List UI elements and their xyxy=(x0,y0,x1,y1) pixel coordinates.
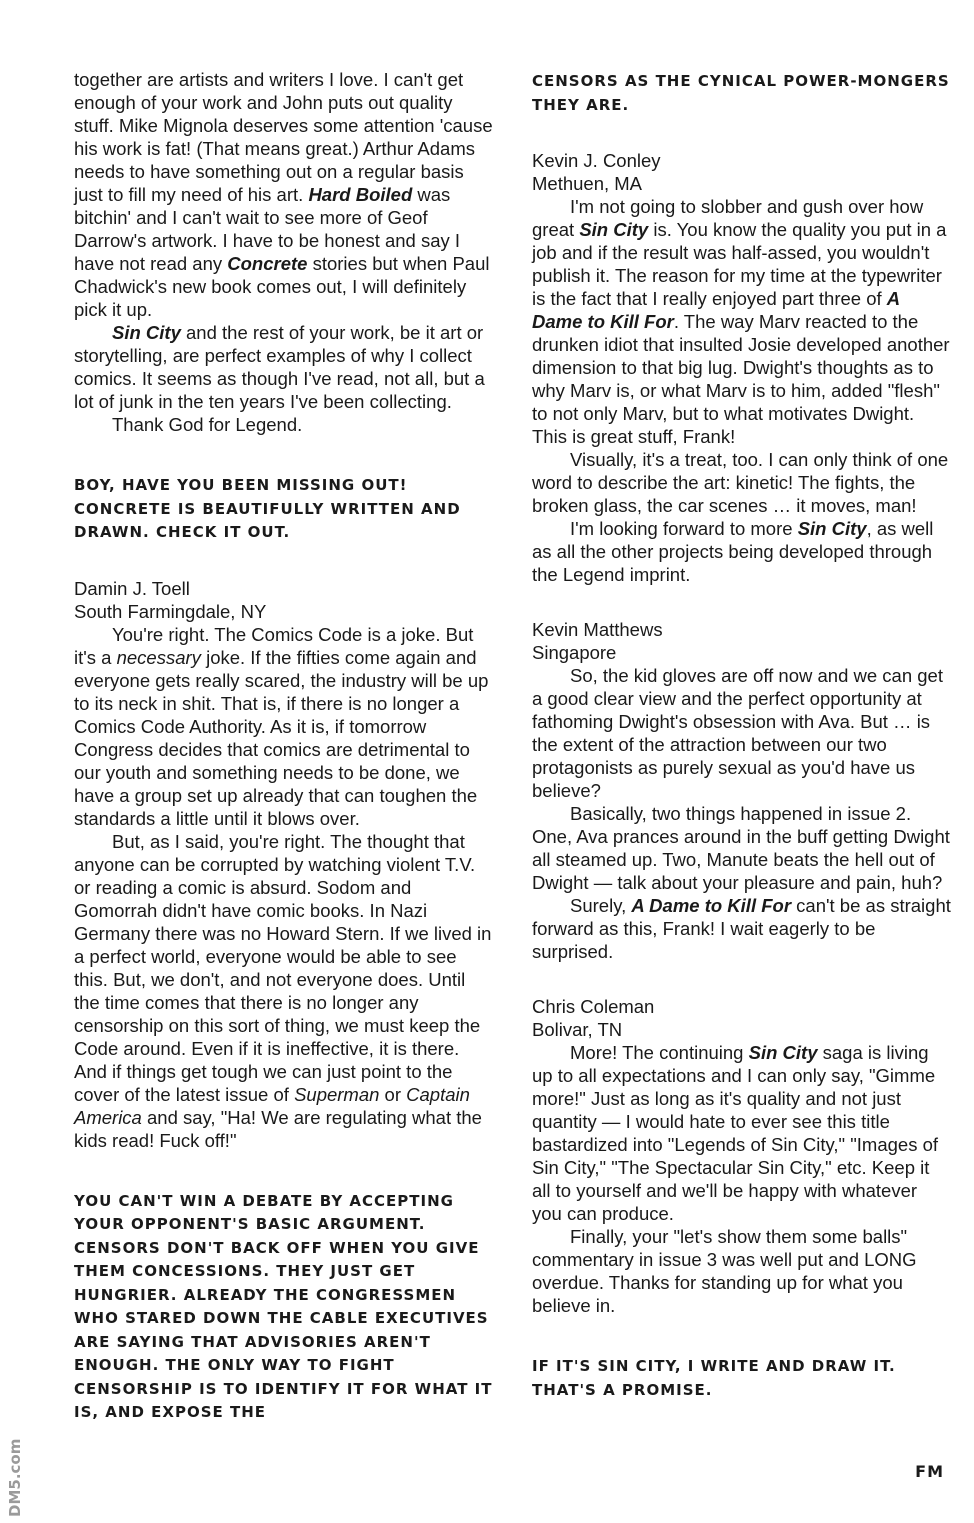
editor-reply: IF IT'S SIN CITY, I WRITE AND DRAW IT. THAT'S A PROMISE. xyxy=(532,1357,896,1399)
letter-writer-name: Chris Coleman xyxy=(532,996,655,1017)
letter-body: Visually, it's a treat, too. I can only think of one word to describe the art: kinetic! The fights, the broken glass, the car scenes … it moves, man! xyxy=(532,449,949,516)
letter-body: Finally, your "let's show them some balls" commentary in issue 3 was well put and LONG overdue. Thanks for standing up for what you believe in. xyxy=(532,1226,917,1316)
letter-writer-location: Bolivar, TN xyxy=(532,1019,623,1040)
letter-writer-name: Kevin J. Conley xyxy=(532,150,661,171)
editor-reply: YOU CAN'T WIN A DEBATE BY ACCEPTING YOUR OPPONENT'S BASIC ARGUMENT. CENSORS DON'T BACK OFF WHEN YOU GIVE THEM CONCESSIONS. THEY JUST GET HUNGRIER. ALREADY THE CONGRESSMEN WHO STARED DOWN THE CABLE EXECUTIVES ARE SAYING THAT ADVISORIES AREN'T ENOUGH. THE ONLY WAY TO FIGHT CENSORSHIP IS TO IDENTIFY IT FOR WHAT IT IS, AND EXPOSE THE xyxy=(74,1191,493,1421)
letter-body: More! The continuing Sin City saga is living up to all expectations and I can only say, "Gimme more!" Just as long as it's quality and not just quantity — I would hate to ever see this title bastardized into "Legends of Sin City," "Images of Sin City," "The Spectacular Sin City," etc. Keep it all to yourself and we'll be happy with whatever you can produce. xyxy=(532,1042,939,1224)
letter-body: Thank God for Legend. xyxy=(112,414,303,435)
letter-writer-location: Methuen, MA xyxy=(532,173,643,194)
letter-body: Sin City and the rest of your work, be it art or storytelling, are perfect examples of why I collect comics. It seems as though I've read, not all, but a lot of junk in the ten years I've been collecting. xyxy=(74,322,485,412)
editor-reply: BOY, HAVE YOU BEEN MISSING OUT! CONCRETE IS BEAUTIFULLY WRITTEN AND DRAWN. CHECK IT OUT. xyxy=(74,476,461,541)
letter-writer-name: Damin J. Toell xyxy=(74,577,190,599)
letter-body: together are artists and writers I love. I can't get enough of your work and John puts out quality stuff. Mike Mignola deserves some attention 'cause his work is fat! (That means great.) Arthur Adams needs to have something out on a regular basis just to fill my need of his art. Hard Boiled was bitchin' and I can't wait to see more of Geof Darrow's artwork. I have to be honest and say I have not read any Concrete stories but when Paul Chadwick's new book comes out, I will definitely pick it up. xyxy=(74,69,493,320)
letter-writer-name: Kevin Matthews xyxy=(532,619,663,640)
editor-initials: FM xyxy=(915,1462,944,1481)
letter-body: But, as I said, you're right. The thought that anyone can be corrupted by watching violent T.V. or reading a comic is absurd. Sodom and Gomorrah didn't have comic books. In Nazi Germany there was no Howard Stern. If we lived in a perfect world, everyone would be able to see this. But, we don't, and not everyone does. Until the time comes that there is no longer any censorship on this sort of thing, we must keep the Code around. Even if it is ineffective, it is there. And if things get tough we can just point to the cover of the latest issue of Superman or Captain America and say, "Ha! We are regulating what the kids read! Fuck off!" xyxy=(74,830,492,1151)
letter-body: Surely, A Dame to Kill For can't be as straight forward as this, Frank! I wait eagerly to be surprised. xyxy=(532,895,951,962)
letter-writer-location: South Farmingdale, NY xyxy=(74,600,267,622)
letter-body: Basically, two things happened in issue 2. One, Ava prances around in the buff getting Dwight all steamed up. Two, Manute beats the hell out of Dwight — talk about your pleasure and pain, huh? xyxy=(532,803,950,893)
letter-body: I'm not going to slobber and gush over how great Sin City is. You know the quality you put in a job and if the result was half-assed, you wouldn't publish it. The reason for my time at the typewriter is the fact that I really enjoyed part three of A Dame to Kill For. The way Marv reacted to the drunken idiot that insulted Josie developed another dimension to that big lug. Dwight's thoughts as to why Marv is, or what Marv is to him, added "flesh" to not only Marv, but to what motivates Dwight. This is great stuff, Frank! xyxy=(532,196,950,447)
right-column xyxy=(532,70,952,1402)
letter-writer-location: Singapore xyxy=(532,642,617,663)
left-column xyxy=(74,68,494,1425)
editor-reply-continued: CENSORS AS THE CYNICAL POWER-MONGERS THEY ARE. xyxy=(532,72,950,114)
letter-body: You're right. The Comics Code is a joke. But it's a necessary joke. If the fifties come again and everyone gets really scared, the industry will be up to its neck in shit. That is, if there is no longer a Comics Code Authority. As it is, if tomorrow Congress decides that comics are detrimental to our youth and something needs to be done, we have a group set up already that can toughen the standards a little until it blows over. xyxy=(74,623,489,829)
watermark-logo: DM5.com xyxy=(6,1438,24,1517)
letter-body: I'm looking forward to more Sin City, as well as all the other projects being developed through the Legend imprint. xyxy=(532,518,934,585)
letter-body: So, the kid gloves are off now and we can get a good clear view and the perfect opportunity at fathoming Dwight's obsession with Ava. But … is the extent of the attraction between our two protagonists as purely sexual as you'd have us believe? xyxy=(532,665,943,801)
